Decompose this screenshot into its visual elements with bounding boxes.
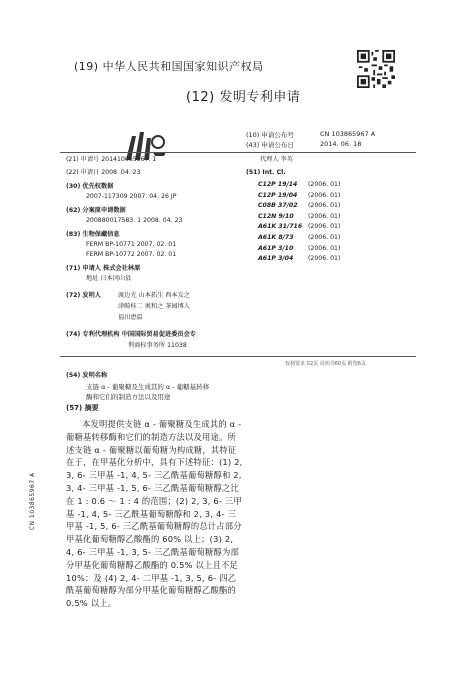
agent: 代理人 李英 <box>260 156 293 163</box>
address: 地址 日本冈山县 <box>86 275 132 282</box>
invention-title-line-2: 酶和它们的制造方法以及用途 <box>86 393 171 401</box>
pages-note: 权利要求书2页 说明书60页 附图6页 <box>285 361 366 367</box>
division-value: 200880017583. 1 2008. 04. 23 <box>86 217 183 224</box>
class-entry: C12N 9/10 (2006. 01) <box>258 212 341 220</box>
agency-line-2: 利商标事务所 11038 <box>128 342 187 349</box>
qr-code-icon <box>357 50 395 88</box>
agency: (74) 专利代理机构 中国国际贸易促进委员会专 <box>66 331 196 338</box>
class-entry: A61K 31/716 (2006. 01) <box>258 223 341 231</box>
pub-no-label: (10) 申请公布号 <box>246 131 294 139</box>
inventors-line-1: 渡边光 山本拓生 西本友之 <box>118 292 190 299</box>
inventors-line-3: 福田恵温 <box>118 314 143 321</box>
inventors-label: (72) 发明人 <box>66 292 101 299</box>
class-entry: C12P 19/14 (2006. 01) <box>258 181 341 188</box>
meta-divider <box>60 356 416 357</box>
app-no: (21) 申请号 201410065367. 1 <box>66 156 157 163</box>
title-label: (54) 发明名称 <box>66 372 108 379</box>
class-list <box>258 181 340 263</box>
app-date: (22) 申请日 2008. 04. 23 <box>66 169 141 176</box>
class-entry: C12P 19/04 (2006. 01) <box>258 191 341 199</box>
inventors-line-2: 津畸桂二 奥和之 茶园博人 <box>118 303 190 310</box>
deposit-label: (83) 生物保藏信息 <box>66 231 120 238</box>
class-entry: A61K 8/73 (2006. 01) <box>258 233 341 241</box>
pub-no: CN 103865967 A <box>320 130 376 138</box>
deposit-1: FERM BP-10771 2007. 02. 01 <box>86 241 177 248</box>
class-entry: C08B 37/02 (2006. 01) <box>258 202 341 210</box>
office-header: (19) 中华人民共和国国家知识产权局 <box>74 60 264 73</box>
pub-date-label: (43) 申请公布日 <box>246 141 294 149</box>
int-cl-label: (51) Int. Cl. <box>246 169 286 176</box>
class-entry: A61P 3/10 (2006. 01) <box>258 244 341 252</box>
pub-date: 2014. 06. 18 <box>320 140 362 148</box>
division-label: (62) 分案原申请数据 <box>66 207 126 214</box>
priority-value: 2007-117309 2007. 04. 26 JP <box>86 193 177 200</box>
class-entry: A61P 3/04 (2006. 01) <box>258 255 341 263</box>
header-divider <box>60 152 416 153</box>
deposit-2: FERM BP-10772 2007. 02. 01 <box>86 251 177 258</box>
side-pub-number: CN 103865967 A <box>30 472 36 530</box>
invention-title-line-1: 支链 α - 葡聚糖及生成其的 α - 葡糖基转移 <box>86 383 210 391</box>
abstract-text: 本发明提供支链 α - 葡聚糖及生成其的 α - 葡糖基转移酶和它们的制造方法以及用途。所述支链 α - 葡聚糖以葡萄糖为构成糖，其特征在于，在甲基化分析中，具有下述特征：(1) 2, 3, 6- 三甲基 -1, 4, 5- 三乙酰基葡萄糖醇和 2, 3, 4- 三甲基 -1, 5, 6- 三乙酰基葡萄糖醇之比在 1 : 0.6 ～ 1 : 4 的范围；(2) 2, 3, 6- 三甲基 -1, 4, 5- 三乙酰基葡萄糖醇和 2, 3, 4- 三甲基 -1, 5, 6- 三乙酰基葡萄糖醇的总计占部分甲基化葡萄糖醇乙酸酯的 60% 以上；(3) 2, 4, 6- 三甲基 -1, 3, 5- 三乙酰基葡萄糖醇为部分甲基化葡萄糖醇乙酸酯的 0.5% 以上且不足 10%；及 (4) 2, 4- 二甲基 -1, 3, 5, 6- 四乙酰基葡萄糖醇为部分甲基化葡萄糖醇乙酸酯的 0.5% 以上。 <box>66 419 243 609</box>
applicant: (71) 申请人 株式会社林原 <box>66 265 141 272</box>
abstract-label: (57) 摘要 <box>66 404 99 412</box>
priority-label: (30) 优先权数据 <box>66 183 114 190</box>
doc-type-title: (12) 发明专利申请 <box>186 90 301 105</box>
